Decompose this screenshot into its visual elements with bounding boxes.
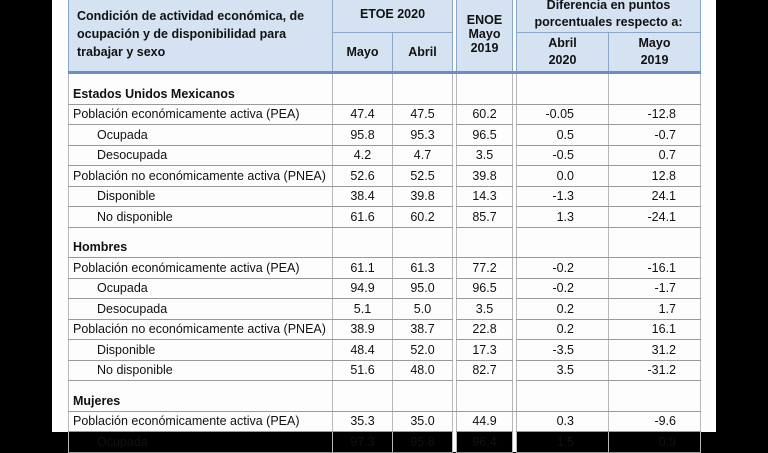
table-row bbox=[69, 340, 701, 361]
table-body bbox=[69, 73, 701, 453]
diff-apr-value: 0.0 bbox=[517, 166, 609, 187]
etoe-apr-value: 95.3 bbox=[393, 125, 453, 146]
diff-apr-value: -0.2 bbox=[517, 258, 609, 279]
spacer-row bbox=[69, 381, 701, 392]
etoe-may-value: 38.4 bbox=[333, 186, 393, 207]
etoe-apr-value: 38.7 bbox=[393, 319, 453, 340]
row-label: Desocupada bbox=[69, 299, 333, 320]
table-row bbox=[69, 360, 701, 381]
diff-apr-header: Abril 2020 bbox=[517, 33, 609, 73]
table-row bbox=[69, 186, 701, 207]
etoe-apr-value: 61.3 bbox=[393, 258, 453, 279]
diff-apr-value: -0.2 bbox=[517, 278, 609, 299]
etoe-apr-value: 5.0 bbox=[393, 299, 453, 320]
table-row bbox=[69, 299, 701, 320]
table-row bbox=[69, 258, 701, 279]
diff-apr-value: 0.2 bbox=[517, 319, 609, 340]
section-row bbox=[69, 84, 701, 104]
diff-may-value: 0.9 bbox=[609, 432, 701, 453]
enoe-value: 85.7 bbox=[457, 207, 513, 228]
enoe-value: 77.2 bbox=[457, 258, 513, 279]
diff-may-value: 16.1 bbox=[609, 319, 701, 340]
enoe-value: 96.5 bbox=[457, 125, 513, 146]
etoe-apr-value: 39.8 bbox=[393, 186, 453, 207]
enoe-value: 17.3 bbox=[457, 340, 513, 361]
etoe-apr-value: 48.0 bbox=[393, 360, 453, 381]
diff-apr-value: 0.5 bbox=[517, 125, 609, 146]
enoe-value: 60.2 bbox=[457, 104, 513, 125]
section-row bbox=[69, 391, 701, 411]
enoe-value: 14.3 bbox=[457, 186, 513, 207]
diff-may-value: -24.1 bbox=[609, 207, 701, 228]
enoe-header: ENOE Mayo 2019 bbox=[457, 0, 513, 73]
etoe-apr-value: 60.2 bbox=[393, 207, 453, 228]
document-page bbox=[52, 0, 716, 449]
diff-may-value: 12.8 bbox=[609, 166, 701, 187]
row-label: Población no económicamente activa (PNEA) bbox=[69, 319, 333, 340]
diff-may-value: -12.8 bbox=[609, 104, 701, 125]
section-title: Hombres bbox=[69, 238, 333, 258]
etoe-apr-header: Abril bbox=[393, 33, 453, 73]
etoe-apr-value: 95.8 bbox=[393, 432, 453, 453]
diff-apr-value: -1.3 bbox=[517, 186, 609, 207]
table-row bbox=[69, 125, 701, 146]
employment-table bbox=[68, 0, 701, 453]
etoe-apr-value: 52.5 bbox=[393, 166, 453, 187]
diff-apr-value: -3.5 bbox=[517, 340, 609, 361]
etoe-may-value: 35.3 bbox=[333, 411, 393, 432]
spacer-row bbox=[69, 227, 701, 238]
row-label: No disponible bbox=[69, 207, 333, 228]
label-column-header: Condición de actividad económica, de ocupación y de disponibilidad para trabajar y sexo bbox=[69, 0, 333, 73]
row-label: Ocupada bbox=[69, 125, 333, 146]
row-label: Ocupada bbox=[69, 278, 333, 299]
table-row bbox=[69, 166, 701, 187]
section-title: Estados Unidos Mexicanos bbox=[69, 84, 333, 104]
employment-table-wrap bbox=[68, 0, 700, 453]
etoe-may-value: 38.9 bbox=[333, 319, 393, 340]
diff-apr-value: 0.3 bbox=[517, 411, 609, 432]
diff-may-value: -0.7 bbox=[609, 125, 701, 146]
table-row bbox=[69, 432, 701, 453]
diff-apr-value: 3.5 bbox=[517, 360, 609, 381]
enoe-value: 82.7 bbox=[457, 360, 513, 381]
etoe-may-value: 4.2 bbox=[333, 145, 393, 166]
diff-may-value: 24.1 bbox=[609, 186, 701, 207]
etoe-apr-value: 35.0 bbox=[393, 411, 453, 432]
spacer-row bbox=[69, 73, 701, 85]
diff-apr-value: 1.3 bbox=[517, 207, 609, 228]
table-row bbox=[69, 207, 701, 228]
etoe-may-value: 95.8 bbox=[333, 125, 393, 146]
etoe-may-value: 52.6 bbox=[333, 166, 393, 187]
row-label: Población económicamente activa (PEA) bbox=[69, 258, 333, 279]
diff-apr-value: -0.05 bbox=[517, 104, 609, 125]
enoe-value: 96.5 bbox=[457, 278, 513, 299]
diff-may-header: Mayo 2019 bbox=[609, 33, 701, 73]
etoe-may-value: 51.6 bbox=[333, 360, 393, 381]
difference-group-header: Diferencia en puntos porcentuales respecto a: bbox=[517, 0, 701, 33]
etoe-may-value: 61.6 bbox=[333, 207, 393, 228]
table-row bbox=[69, 411, 701, 432]
table-header bbox=[69, 0, 701, 73]
enoe-value: 22.8 bbox=[457, 319, 513, 340]
diff-may-value: 31.2 bbox=[609, 340, 701, 361]
row-label: Población no económicamente activa (PNEA) bbox=[69, 166, 333, 187]
section-row bbox=[69, 238, 701, 258]
row-label: Disponible bbox=[69, 340, 333, 361]
diff-apr-value: 1.5 bbox=[517, 432, 609, 453]
section-title: Mujeres bbox=[69, 391, 333, 411]
row-label: Disponible bbox=[69, 186, 333, 207]
etoe-may-value: 94.9 bbox=[333, 278, 393, 299]
table-row bbox=[69, 104, 701, 125]
etoe-may-value: 47.4 bbox=[333, 104, 393, 125]
etoe-apr-value: 95.0 bbox=[393, 278, 453, 299]
table-row bbox=[69, 145, 701, 166]
diff-apr-value: -0.5 bbox=[517, 145, 609, 166]
diff-may-value: 0.7 bbox=[609, 145, 701, 166]
diff-may-value: 1.7 bbox=[609, 299, 701, 320]
row-label: No disponible bbox=[69, 360, 333, 381]
enoe-value: 3.5 bbox=[457, 145, 513, 166]
diff-may-value: -16.1 bbox=[609, 258, 701, 279]
table-row bbox=[69, 319, 701, 340]
etoe-apr-value: 52.0 bbox=[393, 340, 453, 361]
row-label: Ocupada bbox=[69, 432, 333, 453]
row-label: Población económicamente activa (PEA) bbox=[69, 104, 333, 125]
etoe-may-value: 97.3 bbox=[333, 432, 393, 453]
diff-may-value: -1.7 bbox=[609, 278, 701, 299]
etoe-may-value: 61.1 bbox=[333, 258, 393, 279]
row-label: Población económicamente activa (PEA) bbox=[69, 411, 333, 432]
enoe-value: 96.4 bbox=[457, 432, 513, 453]
etoe-may-value: 48.4 bbox=[333, 340, 393, 361]
etoe-apr-value: 4.7 bbox=[393, 145, 453, 166]
enoe-value: 3.5 bbox=[457, 299, 513, 320]
row-label: Desocupada bbox=[69, 145, 333, 166]
etoe-may-header: Mayo bbox=[333, 33, 393, 73]
diff-apr-value: 0.2 bbox=[517, 299, 609, 320]
diff-may-value: -9.6 bbox=[609, 411, 701, 432]
enoe-value: 44.9 bbox=[457, 411, 513, 432]
enoe-value: 39.8 bbox=[457, 166, 513, 187]
etoe-group-header: ETOE 2020 bbox=[333, 0, 453, 33]
etoe-apr-value: 47.5 bbox=[393, 104, 453, 125]
diff-may-value: -31.2 bbox=[609, 360, 701, 381]
table-row bbox=[69, 278, 701, 299]
etoe-may-value: 5.1 bbox=[333, 299, 393, 320]
